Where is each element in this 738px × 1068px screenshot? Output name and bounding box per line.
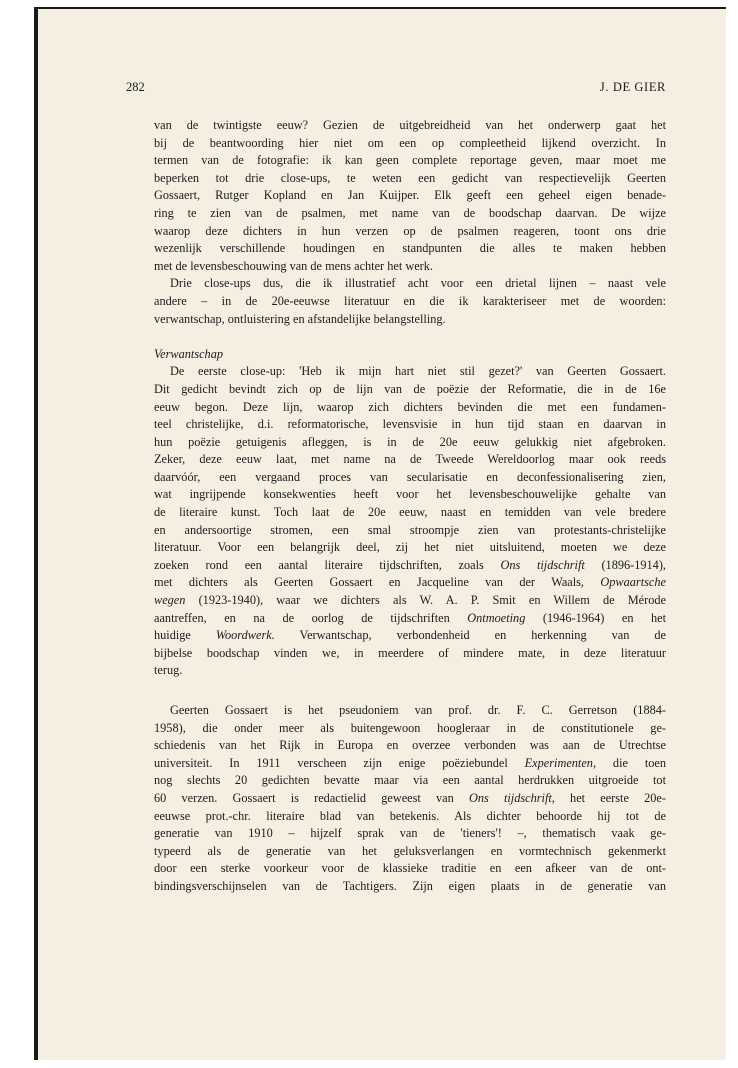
text-line: De eerste close-up: 'Heb ik mijn hart niet stil gezet?' van Geerten Gossaert. xyxy=(170,364,666,379)
paragraph-gap xyxy=(154,328,666,346)
text-line: typeerd als de generatie van het geluksverlangen en vormtechnisch gekenmerkt xyxy=(154,843,666,858)
text-line: hun poëzie getuigenis afleggen, is in de 20e eeuw gelukkig niet afgebroken. xyxy=(154,434,666,449)
paragraph-gap xyxy=(154,680,666,702)
section-heading-verwantschap: Verwantschap xyxy=(154,346,223,361)
text-line: andere – in de 20e-eeuwse literatuur en die ik karakteriseer met de woorden: xyxy=(154,293,666,308)
text-line: met de levensbeschouwing van de mens achter het werk. xyxy=(154,258,433,273)
text-line: terug. xyxy=(154,663,183,678)
text-line: termen van de fotografie: ik kan geen complete reportage geven, maar moet me xyxy=(154,153,666,168)
text-line: 1958), die onder meer als buitengewoon hoogleraar in de constitutionele ge- xyxy=(154,720,666,735)
text-line: bij de beantwoording hier niet om een op compleetheid lijkend overzicht. In xyxy=(154,135,666,150)
text-line: eeuwse prot.-chr. literaire blad van betekenis. Als dichter behoorde hij tot de xyxy=(154,808,666,823)
text-line: door een sterke voorkeur voor de klassieke traditie en een afkeer van de ont- xyxy=(154,861,666,876)
text-line: nog slechts 20 gedichten bevatte maar via een aantal herdrukken uitgroeide tot xyxy=(154,773,666,788)
text-line: eeuw begon. Deze lijn, waarop zich dichters bevinden die met een fundamen- xyxy=(154,399,666,414)
text-line: van de twintigste eeuw? Gezien de uitgebreidheid van het onderwerp gaat het xyxy=(154,118,666,132)
text-line: verwantschap, ontluistering en afstandelijke belangstelling. xyxy=(154,311,446,326)
text-line: Dit gedicht bevindt zich op de lijn van de poëzie der Reformatie, die in de 16e xyxy=(154,381,666,396)
text-line: schiedenis van het Rijk in Europa en overzee verbonden was aan de Utrechtse xyxy=(154,738,666,753)
text-line: Gossaert, Rutger Kopland en Jan Kuijper. Elk geeft een geheel eigen benade- xyxy=(154,188,666,203)
text-line: wat ingrijpende konsekwenties heeft voor het levensbeschouwelijke gehalte van xyxy=(154,487,666,502)
text-line: de literaire kunst. Toch laat de 20e eeuw, naast en temidden van vele bredere xyxy=(154,505,666,520)
text-line: ring te zien van de psalmen, met name van de boodschap daarvan. De wijze xyxy=(154,205,666,220)
running-head-author: J. DE GIER xyxy=(599,80,666,94)
text-line: huidige Woordwerk. Verwantschap, verbondenheid en herkenning van de xyxy=(154,628,666,643)
text-line: wegen (1923-1940), waar we dichters als W. A. P. Smit en Willem de Mérode xyxy=(154,593,666,608)
body-text xyxy=(154,117,666,896)
text-line: zoeken rond een aantal literaire tijdschriften, zoals Ons tijdschrift (1896-1914), xyxy=(154,557,666,572)
running-header xyxy=(126,80,666,98)
text-line: 60 verzen. Gossaert is redactielid geweest van Ons tijdschrift, het eerste 20e- xyxy=(154,790,666,805)
text-line: daarvóór, een vergaand proces van secularisatie en deconfessionalisering zien, xyxy=(154,469,666,484)
text-line: Zeker, deze eeuw laat, met name na de Tweede Wereldoorlog maar ook reeds xyxy=(154,452,666,467)
text-line: Drie close-ups dus, die ik illustratief acht voor een drietal lijnen – naast vele xyxy=(170,276,666,291)
text-line: teel christelijke, d.i. reformatorische, levensvisie in hun tijd staan en daarvan in xyxy=(154,417,666,432)
text-line: wezenlijk verschillende houdingen en standpunten die alles te maken hebben xyxy=(154,241,666,256)
text-line: generatie van 1910 – hijzelf sprak van de 'tieners'! –, thematisch vaak ge- xyxy=(154,826,666,841)
text-line: waarop deze dichters in hun verzen op de psalmen reageren, toont ons drie xyxy=(154,223,666,238)
text-line: literatuur. Voor een belangrijk deel, zij het niet uitsluitend, moeten we deze xyxy=(154,540,666,555)
page-number: 282 xyxy=(126,80,145,94)
text-line: en andersoortige stromen, een smal stroompje zien van protestants-christelijke xyxy=(154,522,666,537)
text-line: met dichters als Geerten Gossaert en Jacqueline van der Waals, Opwaartsche xyxy=(154,575,666,590)
text-line: aantreffen, en na de oorlog de tijdschriften Ontmoeting (1946-1964) en het xyxy=(154,610,666,625)
text-line: universiteit. In 1911 verscheen zijn enige poëziebundel Experimenten, die toen xyxy=(154,755,666,770)
text-line: Geerten Gossaert is het pseudoniem van prof. dr. F. C. Gerretson (1884- xyxy=(170,703,666,717)
text-line: bindingsverschijnselen van de Tachtigers. Zijn eigen plaats in de generatie van xyxy=(154,878,666,893)
text-line: bijbelse boodschap vinden we, in meerdere of mindere mate, in deze literatuur xyxy=(154,645,666,660)
text-line: beperken tot drie close-ups, te weten een gedicht van respectievelijk Geerten xyxy=(154,170,666,185)
